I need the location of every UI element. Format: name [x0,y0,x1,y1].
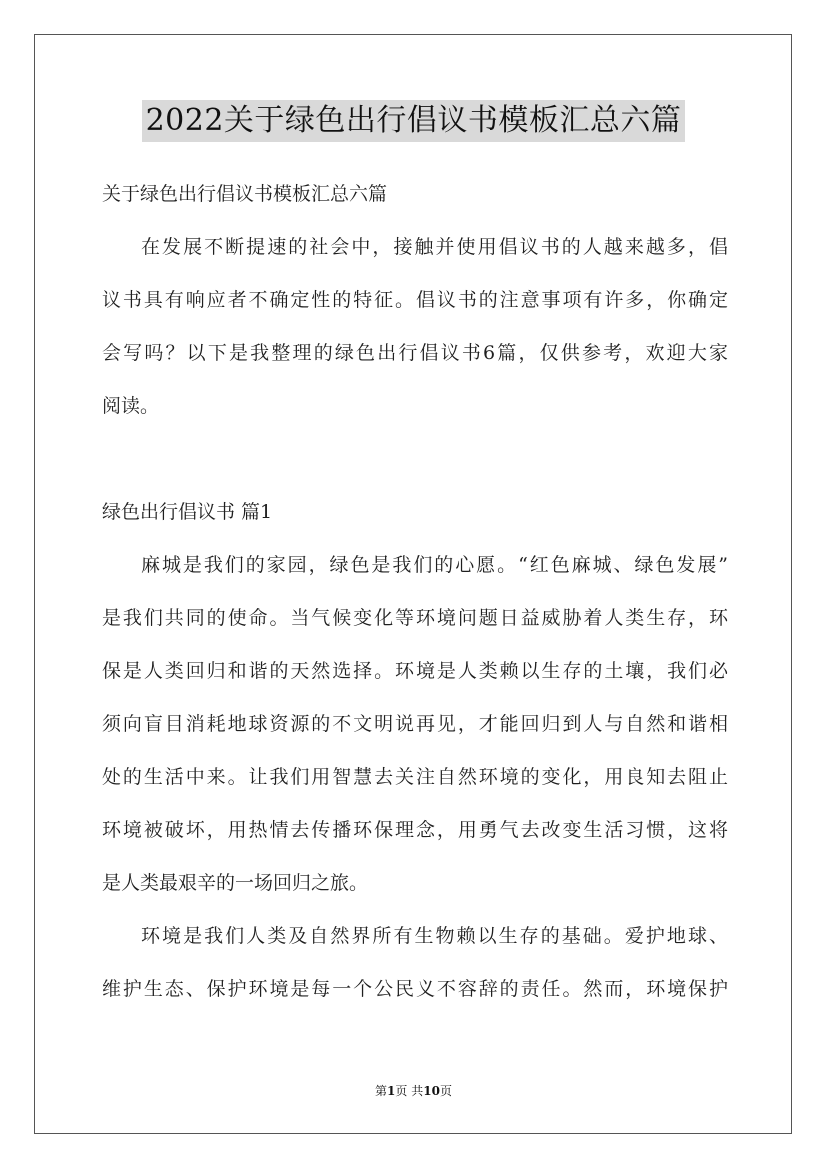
page-total: 10 [423,1084,440,1098]
intro-line-1: 在发展不断提速的社会中，接触并使用倡议书的人越来越多，倡 [141,236,728,258]
paragraph1-line-4: 须向盲目消耗地球资源的不文明说再见，才能回归到人与自然和谐相 [102,713,728,735]
paragraph2-line-2: 维护生态、保护环境是每一个公民义不容辞的责任。然而，环境保护 [102,978,728,1000]
page-footer [0,1083,827,1099]
paragraph1-line-6: 环境被破坏，用热情去传播环保理念，用勇气去改变生活习惯，这将 [102,819,728,841]
spacer [102,433,728,486]
intro-line-2: 议书具有响应者不确定性的特征。倡议书的注意事项有许多，你确定 [102,289,728,311]
document-title: 2022关于绿色出行倡议书模板汇总六篇 [142,100,686,142]
section-heading: 绿色出行倡议书 篇1 [102,501,273,523]
intro-line-4: 阅读。 [102,395,160,417]
document-body [102,168,728,1016]
page-current: 1 [387,1084,396,1098]
document-subtitle: 关于绿色出行倡议书模板汇总六篇 [102,183,388,205]
title-wrap [0,100,827,142]
paragraph2-line-1: 环境是我们人类及自然界所有生物赖以生存的基础。爱护地球、 [141,925,728,947]
paragraph1-line-7: 是人类最艰辛的一场回归之旅。 [102,872,369,894]
paragraph1-line-1: 麻城是我们的家园，绿色是我们的心愿。“红色麻城、绿色发展” [141,554,728,576]
paragraph1-line-2: 是我们共同的使命。当气候变化等环境问题日益威胁着人类生存，环 [102,607,728,629]
page-prefix: 第 [375,1084,388,1098]
paragraph1-line-5: 处的生活中来。让我们用智慧去关注自然环境的变化，用良知去阻止 [102,766,728,788]
page-suffix: 页 [439,1084,452,1098]
page-mid: 页 共 [395,1084,424,1098]
intro-line-3: 会写吗？以下是我整理的绿色出行倡议书6篇，仅供参考，欢迎大家 [102,342,728,364]
paragraph1-line-3: 保是人类回归和谐的天然选择。环境是人类赖以生存的土壤，我们必 [102,660,728,682]
